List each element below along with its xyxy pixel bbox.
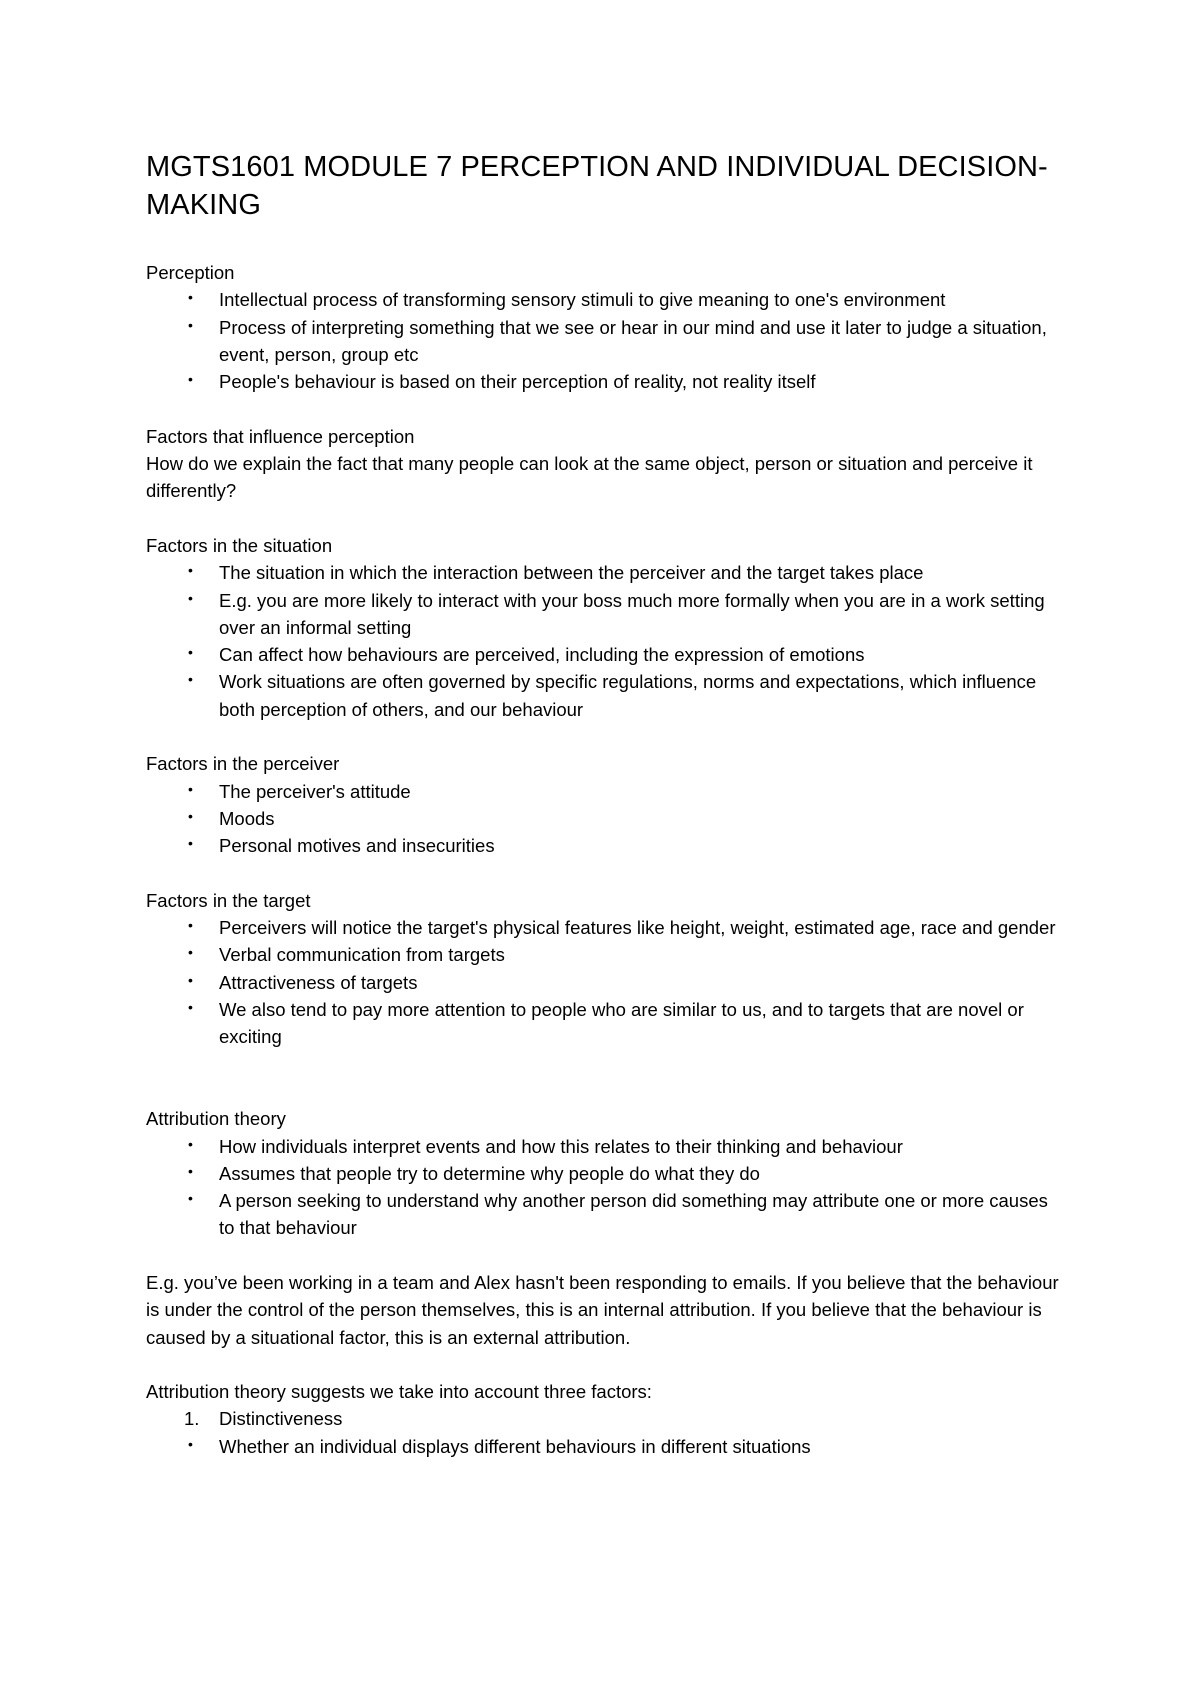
list-item: • Whether an individual displays different behaviours in different situations [146, 1433, 1066, 1460]
list-item: • We also tend to pay more attention to people who are similar to us, and to targets that are novel or exciting [146, 996, 1066, 1051]
list-item: • Personal motives and insecurities [146, 832, 1066, 859]
bullet-icon: • [188, 316, 193, 333]
bullet-icon: • [188, 644, 193, 661]
list-item: • Moods [146, 805, 1066, 832]
target-list [146, 914, 1066, 1050]
bullet-icon: • [188, 807, 193, 824]
heading-situation: Factors in the situation [146, 534, 333, 556]
bullet-icon: • [188, 1162, 193, 1179]
document-title: MGTS1601 MODULE 7 PERCEPTION AND INDIVIDUAL DECISION-MAKING [146, 151, 1048, 221]
bullet-icon: • [188, 1135, 193, 1152]
bullet-icon: • [188, 780, 193, 797]
list-item: • Assumes that people try to determine why people do what they do [146, 1160, 1066, 1187]
document-content [146, 148, 1066, 1460]
list-item: • Perceivers will notice the target's physical features like height, weight, estimated age, race and gender [146, 914, 1066, 941]
bullet-icon: • [188, 589, 193, 606]
list-item: • Intellectual process of transforming sensory stimuli to give meaning to one's environment [146, 286, 1066, 313]
bullet-icon: • [188, 944, 193, 961]
list-item: • The perceiver's attitude [146, 778, 1066, 805]
list-item: • Attractiveness of targets [146, 969, 1066, 996]
bullet-icon: • [188, 999, 193, 1016]
bullet-icon: • [188, 289, 193, 306]
bullet-icon: • [188, 917, 193, 934]
situation-list [146, 559, 1066, 723]
bullet-icon: • [188, 1435, 193, 1452]
example-paragraph: E.g. you’ve been working in a team and Alex hasn't been responding to emails. If you believe that the behaviour is under the control of the person themselves, this is an internal attribution. If you believe that the behaviour is caused by a situational factor, this is an external attribution. [146, 1271, 1059, 1348]
list-item: 1. Distinctiveness [146, 1405, 1066, 1432]
list-item: • Verbal communication from targets [146, 941, 1066, 968]
heading-target: Factors in the target [146, 889, 311, 911]
list-item: • E.g. you are more likely to interact with your boss much more formally when you are in a work setting over an informal setting [146, 587, 1066, 642]
three-factors-list [146, 1405, 1066, 1432]
attribution-list [146, 1133, 1066, 1242]
factors-text: How do we explain the fact that many people can look at the same object, person or situation and perceive it differently? [146, 453, 1033, 502]
list-item: • Can affect how behaviours are perceived, including the expression of emotions [146, 641, 1066, 668]
heading-perception: Perception [146, 262, 235, 283]
list-item: • A person seeking to understand why another person did something may attribute one or more causes to that behaviour [146, 1187, 1066, 1242]
distinctiveness-list [146, 1433, 1066, 1460]
list-item: • Work situations are often governed by specific regulations, norms and expectations, which influence both perception of others, and our behaviour [146, 668, 1066, 723]
bullet-icon: • [188, 971, 193, 988]
list-item: • Process of interpreting something that we see or hear in our mind and use it later to judge a situation, event, person, group etc [146, 314, 1066, 369]
list-item: • People's behaviour is based on their perception of reality, not reality itself [146, 368, 1066, 395]
three-factors-intro: Attribution theory suggests we take into account three factors: [146, 1381, 652, 1403]
bullet-icon: • [188, 562, 193, 579]
heading-factors: Factors that influence perception [146, 425, 415, 447]
perception-list [146, 286, 1066, 395]
bullet-icon: • [188, 371, 193, 388]
list-item: • The situation in which the interaction between the perceiver and the target takes place [146, 559, 1066, 586]
heading-attribution: Attribution theory [146, 1108, 286, 1130]
perceiver-list [146, 778, 1066, 860]
list-item: • How individuals interpret events and how this relates to their thinking and behaviour [146, 1133, 1066, 1160]
bullet-icon: • [188, 671, 193, 688]
bullet-icon: • [188, 835, 193, 852]
heading-perceiver: Factors in the perceiver [146, 753, 340, 775]
bullet-icon: • [188, 1190, 193, 1207]
list-number: 1. [184, 1408, 200, 1430]
